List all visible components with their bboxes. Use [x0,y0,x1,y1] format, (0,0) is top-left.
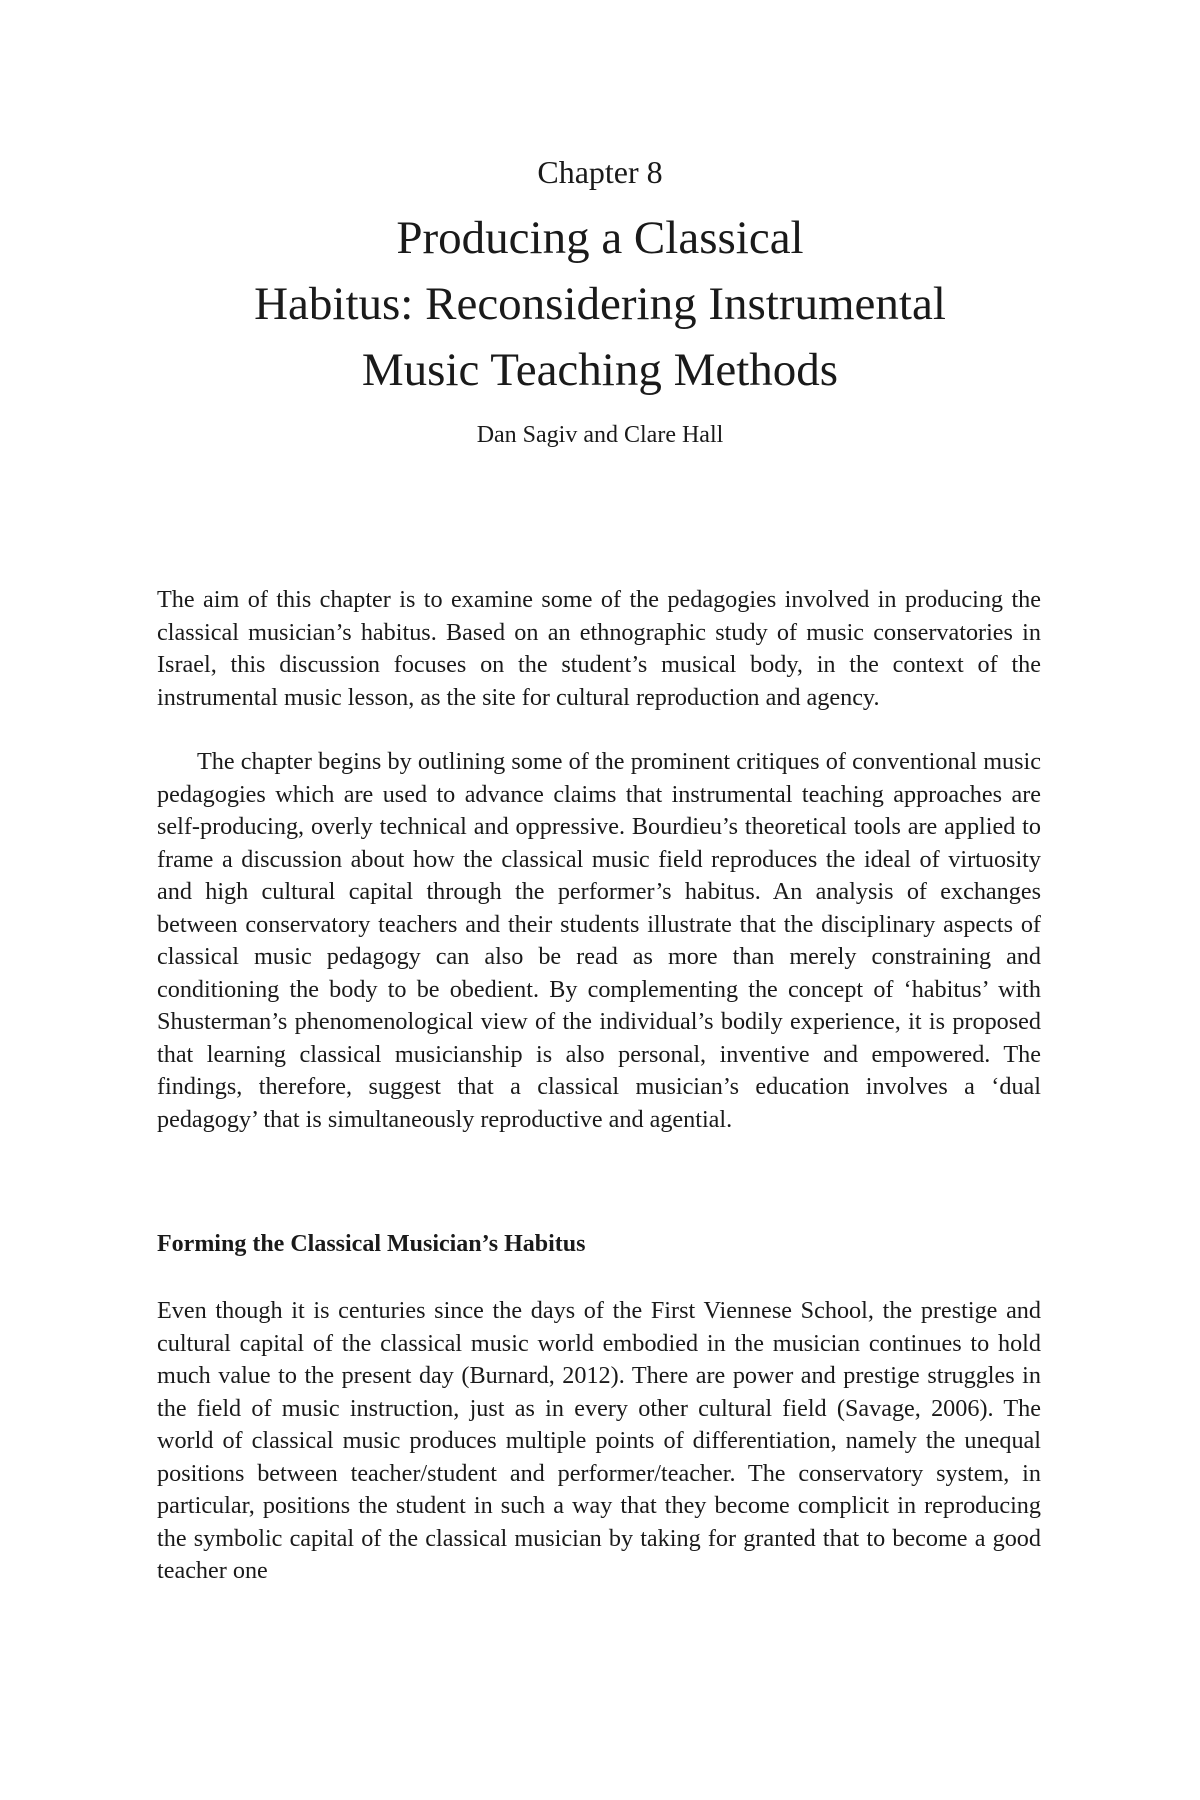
chapter-title-line: Producing a Classical [396,212,804,264]
chapter-authors: Dan Sagiv and Clare Hall [476,422,724,448]
abstract-paragraph: The aim of this chapter is to examine some of the pedagogies involved in producing the classical musician’s habitus. Based on an ethnographic study of music conservatories in Israel, this discussion focuses on the student’s musical body, in the context of the instrumental music lesson, as the site for cultural reproduction and agency. [157,586,1041,711]
chapter-number: Chapter 8 [537,154,663,190]
chapter-title-line: Music Teaching Methods [361,344,839,396]
section-heading: Forming the Classical Musician’s Habitus [157,1231,586,1257]
body-paragraph: Even though it is centuries since the days of the First Viennese School, the prestige and cultural capital of the classical music world embodied in the musician continues to hold much value to the present day (Burnard, 2012). There are power and prestige struggles in the field of music instruction, just as in every other cultural field (Savage, 2006). The world of classical music produces multiple points of differentiation, namely the unequal positions between teacher/student and performer/teacher. The conservatory system, in particular, positions the student in such a way that they become complicit in reproducing the symbolic capital of the classical musician by taking for granted that to become a good teacher one [157,1297,1041,1584]
abstract-paragraph: The chapter begins by outlining some of the prominent critiques of conventional music pedagogies which are used to advance claims that instrumental teaching approaches are self-producing, overly technical and oppressive. Bourdieu’s theoretical tools are applied to frame a discussion about how the classical music field reproduces the ideal of virtuosity and high cultural capital through the performer’s habitus. An analysis of exchanges between conservatory teachers and their students illustrate that the disciplinary aspects of classical music pedagogy can also be read as more than merely constraining and conditioning the body to be obedient. By complementing the concept of ‘habitus’ with Shusterman’s phenomenological view of the individual’s bodily experience, it is proposed that learning classical musicianship is also personal, inventive and empowered. The findings, therefore, suggest that a classical musician’s education involves a ‘dual pedagogy’ that is simultaneously reproductive and agential. [157,748,1041,1133]
chapter-title-line: Habitus: Reconsidering Instrumental [254,278,946,330]
chapter-title [0,205,1200,403]
